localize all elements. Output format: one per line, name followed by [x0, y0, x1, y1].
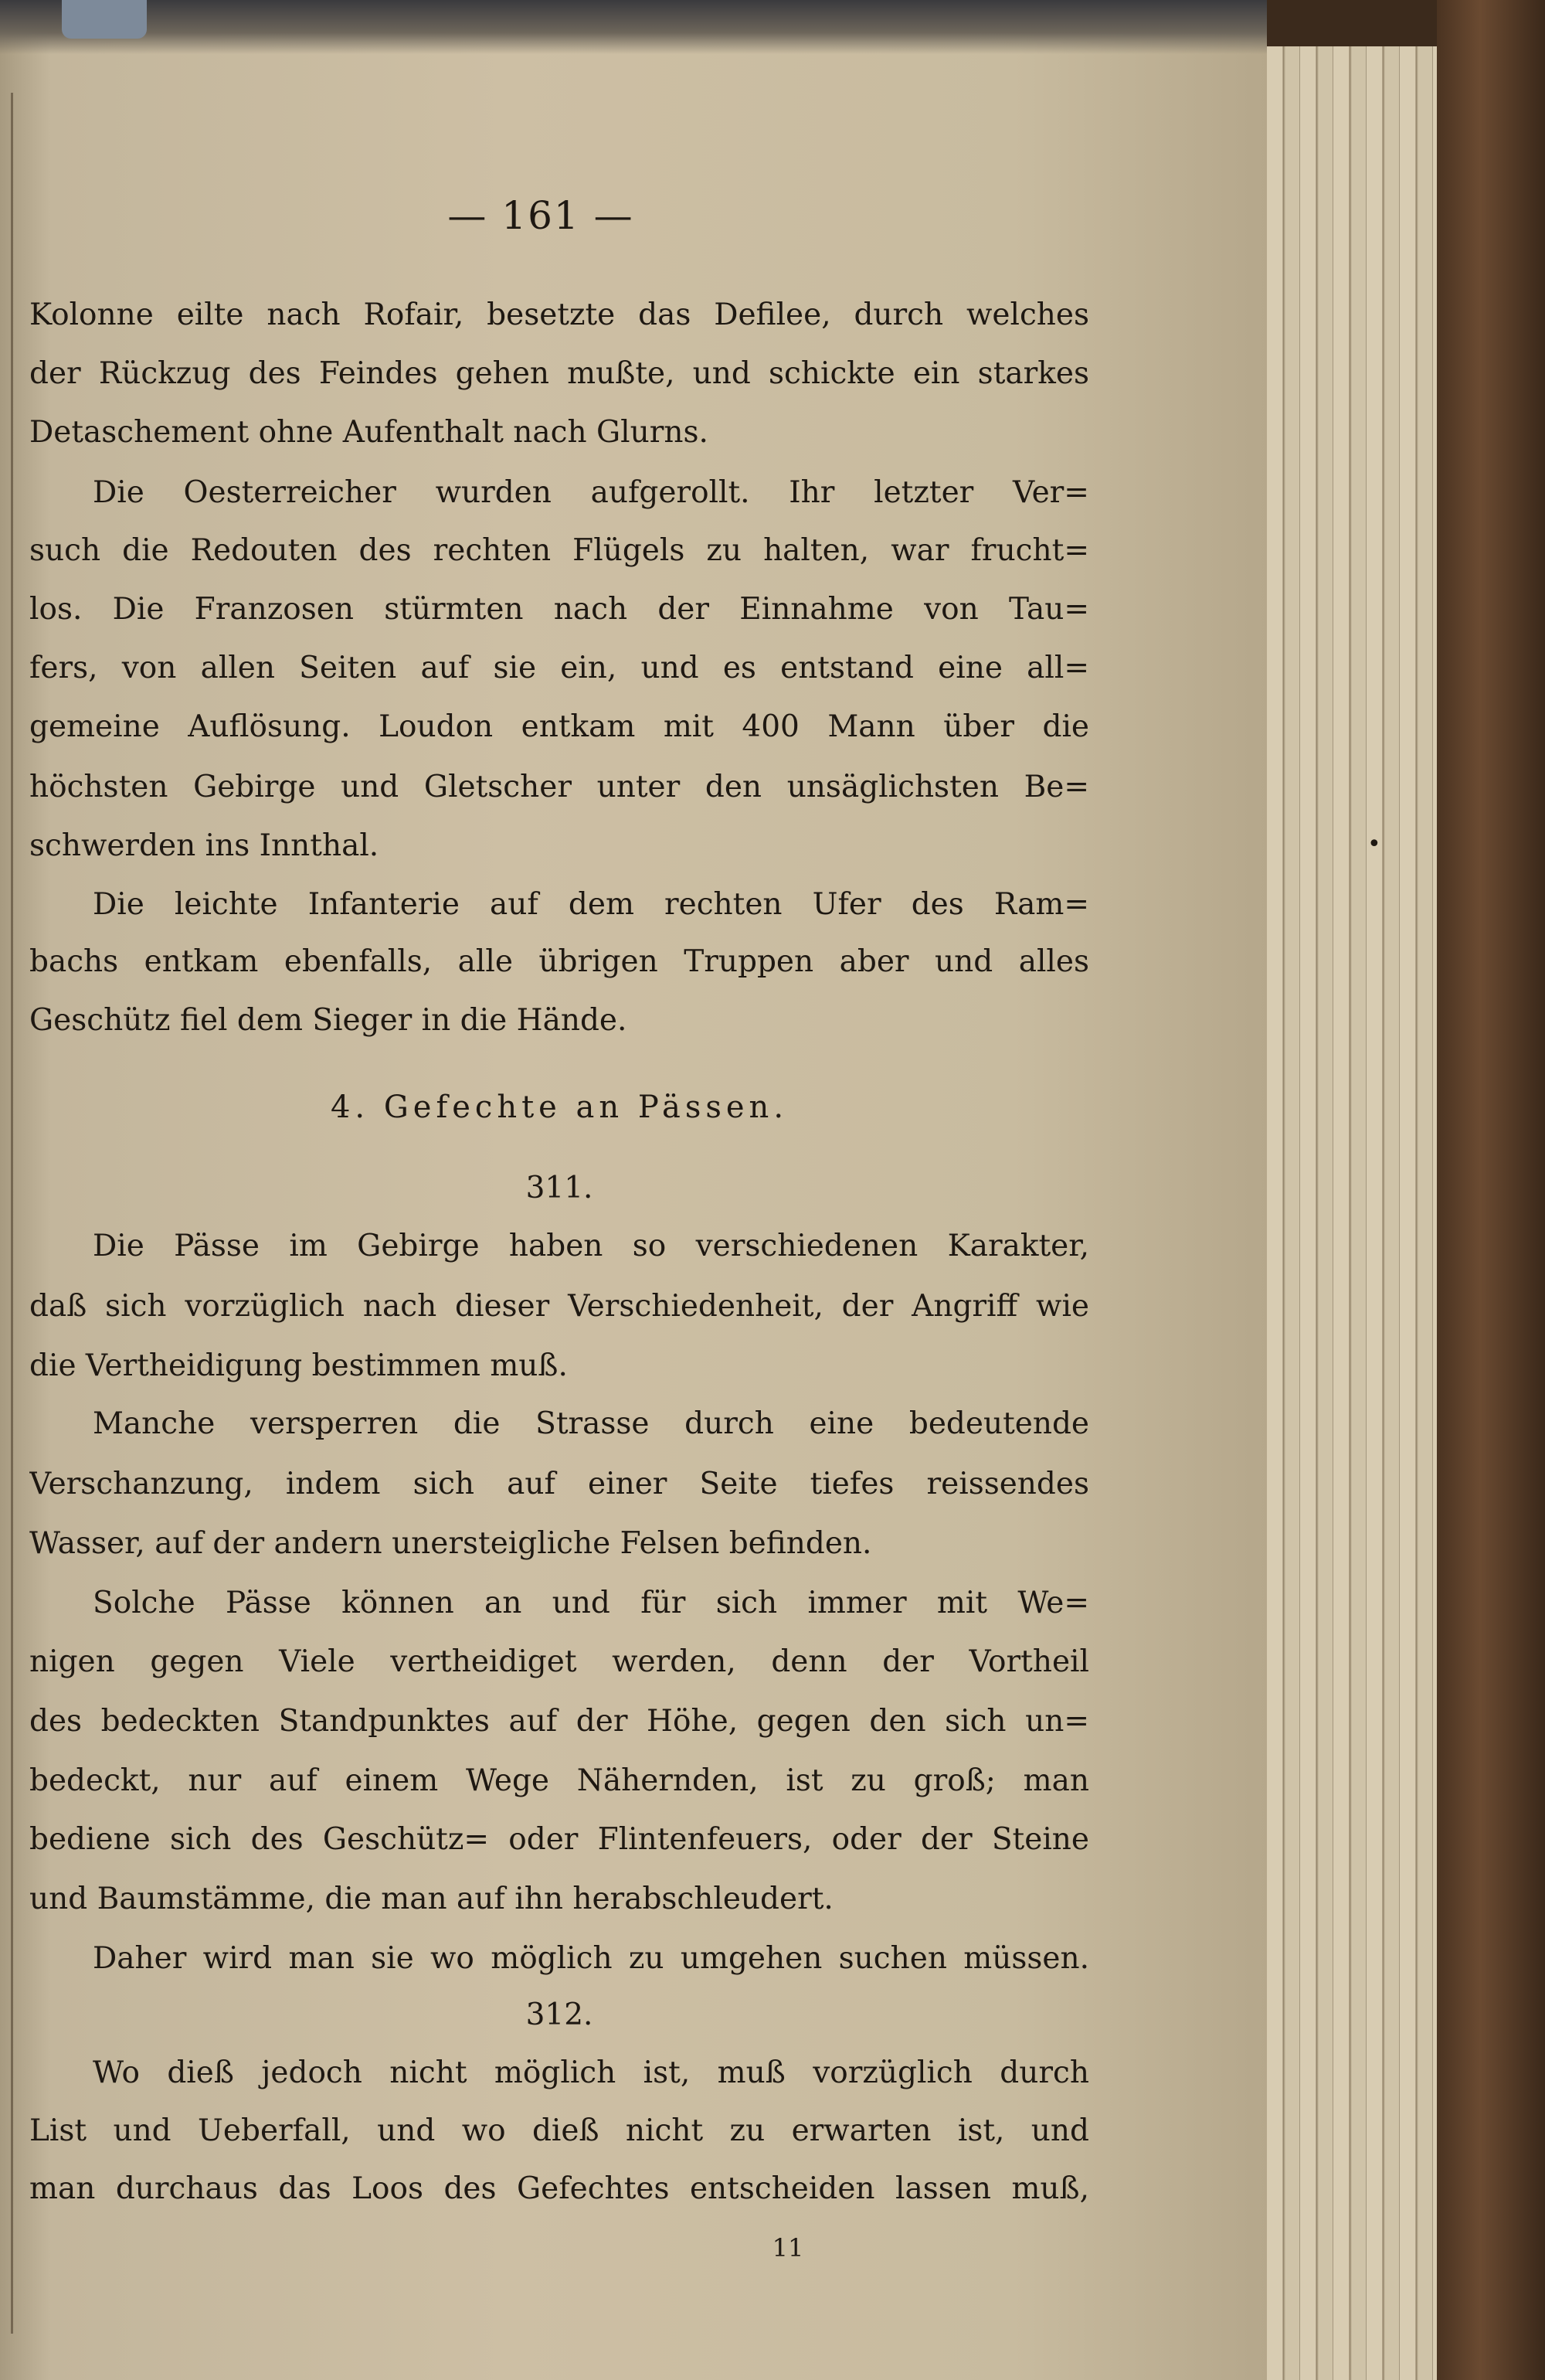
- text-line: Die Oesterreicher wurden aufgerollt. Ihr letzter Ver=: [93, 475, 1089, 510]
- signature-mark: 11: [772, 2233, 804, 2263]
- text-line: Wasser, auf der andern unersteigliche Felsen befinden.: [29, 1526, 872, 1561]
- text-line: Solche Pässe können an und für sich immer mit We=: [93, 1586, 1089, 1620]
- gutter-line: [11, 93, 13, 2334]
- page-header: — 161 —: [447, 193, 634, 238]
- page-clip: [62, 0, 147, 39]
- text-line: List und Ueberfall, und wo dieß nicht zu erwarten ist, und: [29, 2113, 1089, 2148]
- text-line: fers, von allen Seiten auf sie ein, und es entstand eine all=: [29, 651, 1089, 685]
- text-line: bediene sich des Geschütz= oder Flintenfeuers, oder der Steine: [29, 1822, 1089, 1857]
- book-cover-edge: [1437, 0, 1545, 2380]
- text-line: der Rückzug des Feindes gehen mußte, und schickte ein starkes: [29, 356, 1089, 391]
- text-line: Verschanzung, indem sich auf einer Seite tiefes reissendes: [29, 1467, 1089, 1501]
- text-line: nigen gegen Viele vertheidiget werden, denn der Vortheil: [29, 1644, 1089, 1679]
- text-line: such die Redouten des rechten Flügels zu halten, war frucht=: [29, 533, 1089, 568]
- text-line: daß sich vorzüglich nach dieser Verschiedenheit, der Angriff wie: [29, 1289, 1089, 1324]
- text-line: Manche versperren die Strasse durch eine bedeutende: [93, 1406, 1089, 1441]
- page-edges: [1267, 46, 1437, 2380]
- text-line: Die Pässe im Gebirge haben so verschiedenen Karakter,: [93, 1229, 1089, 1263]
- text-line: Detaschement ohne Aufenthalt nach Glurns.: [29, 415, 708, 450]
- text-line: die Vertheidigung bestimmen muß.: [29, 1348, 568, 1383]
- text-line: höchsten Gebirge und Gletscher unter den unsäglichsten Be=: [29, 770, 1089, 804]
- margin-mark: •: [1367, 831, 1381, 858]
- text-line: man durchaus das Loos des Gefechtes entscheiden lassen muß,: [29, 2171, 1089, 2206]
- text-line: bedeckt, nur auf einem Wege Nähernden, ist zu groß; man: [29, 1763, 1089, 1798]
- section-heading: 4. Gefechte an Pässen.: [330, 1090, 789, 1125]
- text-line: Geschütz fiel dem Sieger in die Hände.: [29, 1003, 627, 1038]
- text-line: gemeine Auflösung. Loudon entkam mit 400 Mann über die: [29, 709, 1089, 744]
- text-line: Die leichte Infanterie auf dem rechten Ufer des Ram=: [93, 887, 1089, 922]
- text-line: und Baumstämme, die man auf ihn herabschleudert.: [29, 1882, 834, 1916]
- scan-top-shadow: [0, 0, 1267, 54]
- text-line: bachs entkam ebenfalls, alle übrigen Truppen aber und alles: [29, 944, 1089, 979]
- text-line: schwerden ins Innthal.: [29, 828, 379, 863]
- text-line: Kolonne eilte nach Rofair, besetzte das Defilee, durch welches: [29, 298, 1089, 332]
- paragraph-number: 311.: [525, 1171, 593, 1205]
- paragraph-number: 312.: [525, 1998, 593, 2032]
- text-line: des bedeckten Standpunktes auf der Höhe, gegen den sich un=: [29, 1704, 1089, 1739]
- text-line: los. Die Franzosen stürmten nach der Einnahme von Tau=: [29, 592, 1089, 627]
- text-line: Daher wird man sie wo möglich zu umgehen suchen müssen.: [93, 1941, 1089, 1976]
- text-line: Wo dieß jedoch nicht möglich ist, muß vorzüglich durch: [93, 2055, 1089, 2090]
